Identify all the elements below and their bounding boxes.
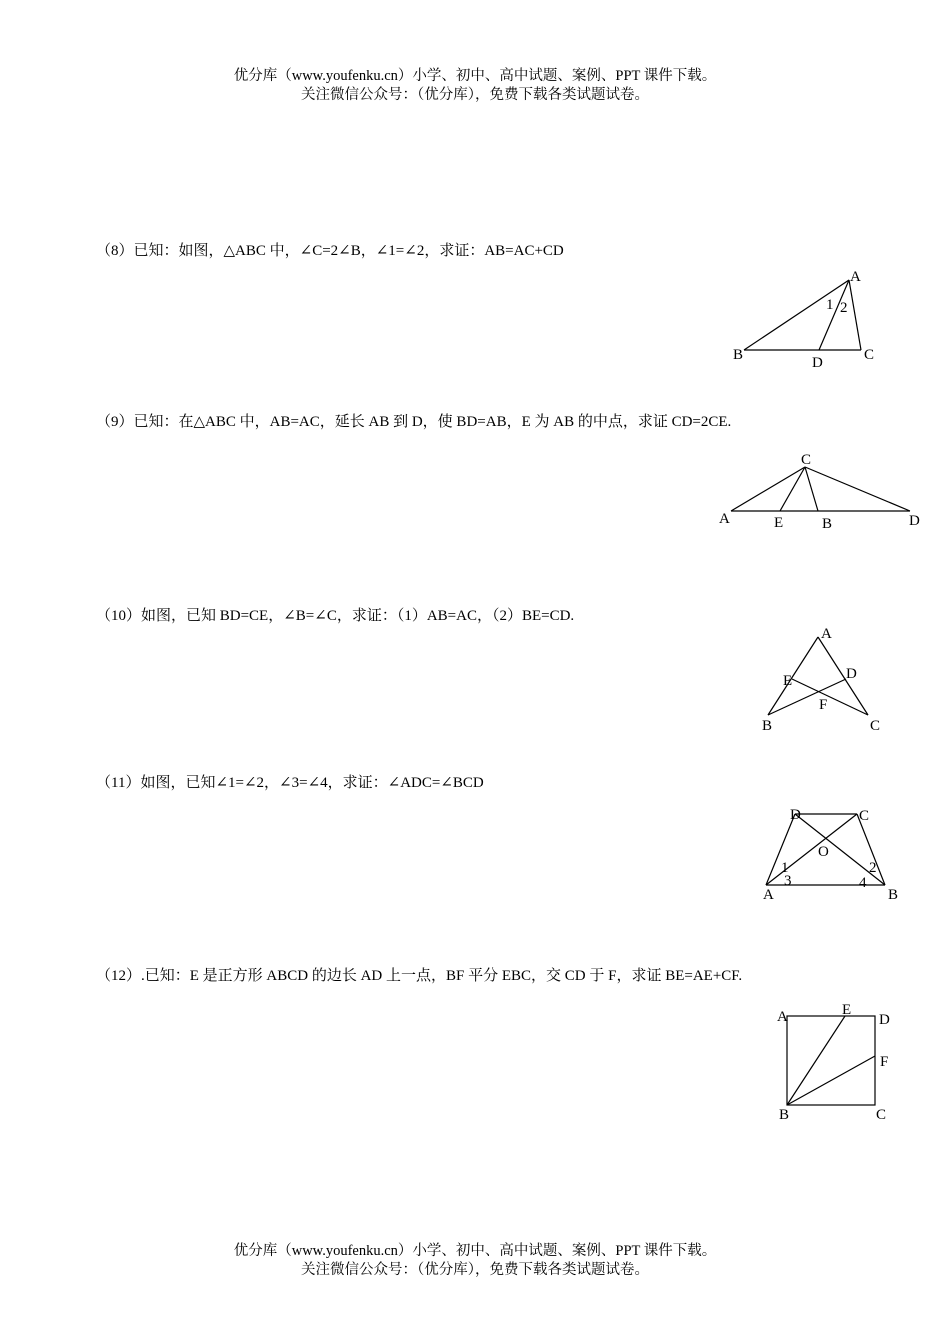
fig11-label-4: 4 xyxy=(859,875,867,891)
footer-line-1: 优分库（www.youfenku.cn）小学、初中、高中试题、案例、PPT 课件下载。 xyxy=(233,1243,717,1259)
fig10-label-E: E xyxy=(783,673,793,689)
fig10-label-F: F xyxy=(819,697,828,713)
fig12-segment-BE xyxy=(787,1016,845,1105)
fig9-label-C: C xyxy=(801,452,812,468)
fig10-label-C: C xyxy=(870,718,881,734)
header-line-2: 关注微信公众号：（优分库），免费下载各类试题试卷。 xyxy=(301,87,649,103)
fig11-label-B: B xyxy=(888,887,899,903)
fig8-label-D: D xyxy=(812,355,823,371)
fig8-label-1: 1 xyxy=(826,297,834,313)
fig11-label-2: 2 xyxy=(869,860,877,876)
fig12-label-F: F xyxy=(880,1054,889,1070)
fig12-label-B: B xyxy=(779,1107,790,1123)
fig12-label-A: A xyxy=(777,1009,788,1025)
footer-line-2: 关注微信公众号：（优分库），免费下载各类试题试卷。 xyxy=(301,1262,649,1278)
fig9-label-D: D xyxy=(909,513,920,529)
fig12-segment-BF xyxy=(787,1056,875,1105)
problem-12-text: （12）.已知：E 是正方形 ABCD 的边长 AD 上一点，BF 平分 EBC，交 CD 于 F，求证 BE=AE+CF. xyxy=(96,968,743,984)
fig11-label-D: D xyxy=(790,807,801,823)
fig12-label-D: D xyxy=(879,1012,890,1028)
problem-10-text: （10）如图，已知 BD=CE，∠B=∠C，求证：（1）AB=AC，（2）BE=CD. xyxy=(96,608,575,624)
problem-11-text: （11）如图，已知∠1=∠2，∠3=∠4，求证：∠ADC=∠BCD xyxy=(96,775,484,791)
fig9-label-E: E xyxy=(774,515,784,531)
fig11-label-O: O xyxy=(818,844,829,860)
fig8-label-A: A xyxy=(850,269,861,285)
fig10-label-A: A xyxy=(821,626,832,642)
fig9-label-A: A xyxy=(719,511,730,527)
fig10-label-D: D xyxy=(846,666,857,682)
fig8-label-B: B xyxy=(733,347,744,363)
fig12-label-C: C xyxy=(876,1107,887,1123)
problem-8-text: （8）已知：如图，△ABC 中，∠C=2∠B，∠1=∠2，求证：AB=AC+CD xyxy=(96,243,564,259)
fig10-label-B: B xyxy=(762,718,773,734)
fig9-label-B: B xyxy=(822,516,833,532)
fig11-label-C: C xyxy=(859,808,870,824)
page-footer xyxy=(0,1242,950,1280)
header-line-1: 优分库（www.youfenku.cn）小学、初中、高中试题、案例、PPT 课件下载。 xyxy=(233,68,717,84)
fig11-label-A: A xyxy=(763,887,774,903)
fig8-label-C: C xyxy=(864,347,875,363)
fig11-label-3: 3 xyxy=(784,873,792,889)
problem-9-text: （9）已知：在△ABC 中，AB=AC，延长 AB 到 D，使 BD=AB，E 为 AB 的中点，求证 CD=2CE. xyxy=(96,414,732,430)
fig8-label-2: 2 xyxy=(840,300,848,316)
fig12-square-ABCD xyxy=(787,1016,875,1105)
fig11-label-1: 1 xyxy=(781,860,789,876)
fig12-label-E: E xyxy=(842,1002,852,1018)
